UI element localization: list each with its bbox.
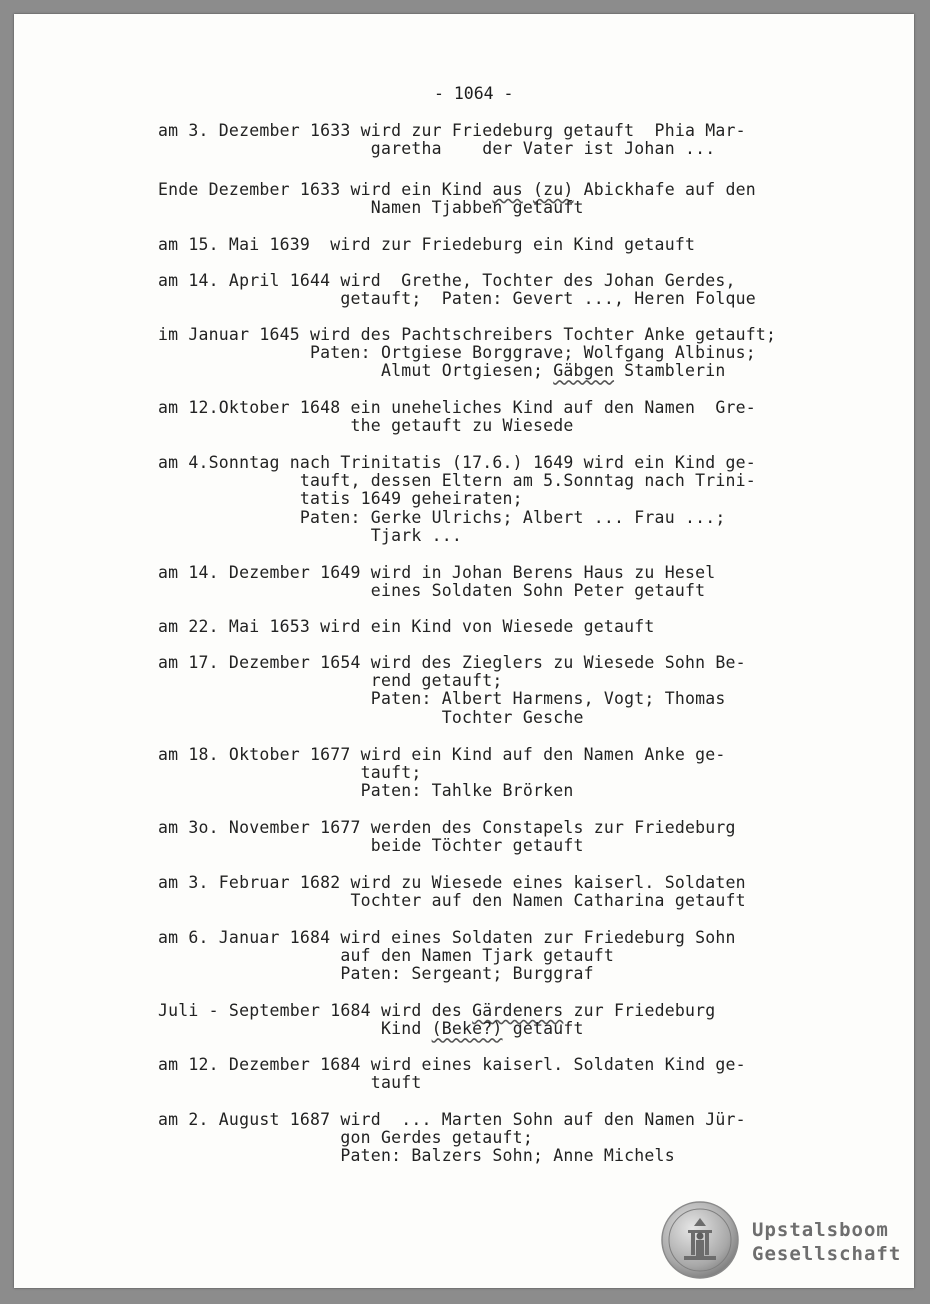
brand-wordmark	[752, 1218, 901, 1266]
entry-line: Namen Tjabben getauft	[158, 198, 584, 218]
entry-line: tatis 1649 geheiraten;	[158, 489, 523, 509]
entry-line: am 14. Dezember 1649 wird in Johan Berens Haus zu Hesel	[158, 563, 716, 582]
entry-line: gon Gerdes getauft;	[158, 1128, 533, 1148]
entry-line: Paten: Tahlke Brörken	[158, 781, 574, 801]
entry-line: eines Soldaten Sohn Peter getauft	[158, 581, 706, 601]
entry-line: Tochter Gesche	[158, 707, 584, 727]
entry-line: am 3o. November 1677 werden des Constapels zur Friedeburg	[158, 818, 736, 837]
entry-line: Almut Ortgiesen; Gäbgen Stamblerin	[158, 361, 726, 381]
entry-line: auf den Namen Tjark getauft	[158, 946, 615, 966]
entry-line: am 17. Dezember 1654 wird des Zieglers zu Wiesede Sohn Be-	[158, 653, 746, 672]
entry-line: tauft;	[158, 763, 422, 783]
document-page	[14, 14, 914, 1288]
entry-line: Kind (Beke?) getauft	[158, 1019, 584, 1039]
entry-line: am 2. August 1687 wird ... Marten Sohn auf den Namen Jür-	[158, 1110, 746, 1129]
upstalsboom-seal-icon	[660, 1200, 740, 1280]
entry-line: am 15. Mai 1639 wird zur Friedeburg ein Kind getauft	[158, 235, 696, 254]
entry-line: am 3. Dezember 1633 wird zur Friedeburg getauft Phia Mar-	[158, 121, 746, 140]
entry-line: rend getauft;	[158, 671, 503, 691]
entry-line: Tochter auf den Namen Catharina getauft	[158, 891, 746, 911]
entry-line: am 6. Januar 1684 wird eines Soldaten zur Friedeburg Sohn	[158, 928, 736, 947]
entry-line: am 4.Sonntag nach Trinitatis (17.6.) 1649 wird ein Kind ge-	[158, 453, 756, 472]
entry-line: Juli - September 1684 wird des Gärdeners zur Friedeburg	[158, 1001, 716, 1020]
entry-line: garetha der Vater ist Johan ...	[158, 139, 716, 159]
entry-line: getauft; Paten: Gevert ..., Heren Folque	[158, 289, 756, 309]
entry-line: tauft, dessen Eltern am 5.Sonntag nach Trini-	[158, 471, 756, 491]
brand-line-2: Gesellschaft	[752, 1243, 902, 1265]
baptism-entries	[14, 14, 914, 1288]
entry-line: tauft	[158, 1073, 422, 1093]
entry-line: am 3. Februar 1682 wird zu Wiesede eines kaiserl. Soldaten	[158, 873, 746, 892]
entry-line: Paten: Ortgiese Borggrave; Wolfgang Albinus;	[158, 343, 756, 363]
entry-line: Ende Dezember 1633 wird ein Kind aus (zu) Abickhafe auf den	[158, 180, 756, 199]
entry-line: am 12. Dezember 1684 wird eines kaiserl. Soldaten Kind ge-	[158, 1055, 746, 1074]
entry-line: Paten: Balzers Sohn; Anne Michels	[158, 1146, 675, 1166]
entry-line: im Januar 1645 wird des Pachtschreibers Tochter Anke getauft;	[158, 325, 777, 344]
entry-line: Paten: Albert Harmens, Vogt; Thomas	[158, 689, 726, 709]
entry-line: the getauft zu Wiesede	[158, 416, 574, 436]
entry-line: Paten: Gerke Ulrichs; Albert ... Frau ...;	[158, 507, 726, 527]
page-number: - 1064 -	[434, 84, 514, 103]
brand-line-1: Upstalsboom	[752, 1219, 889, 1241]
entry-line: am 22. Mai 1653 wird ein Kind von Wiesede getauft	[158, 617, 655, 636]
entry-line: beide Töchter getauft	[158, 836, 584, 856]
entry-line: am 18. Oktober 1677 wird ein Kind auf den Namen Anke ge-	[158, 745, 726, 764]
entry-line: am 14. April 1644 wird Grethe, Tochter des Johan Gerdes,	[158, 271, 736, 290]
entry-line: Tjark ...	[158, 525, 463, 545]
entry-line: am 12.Oktober 1648 ein uneheliches Kind auf den Namen Gre-	[158, 398, 756, 417]
entry-line: Paten: Sergeant; Burggraf	[158, 964, 594, 984]
